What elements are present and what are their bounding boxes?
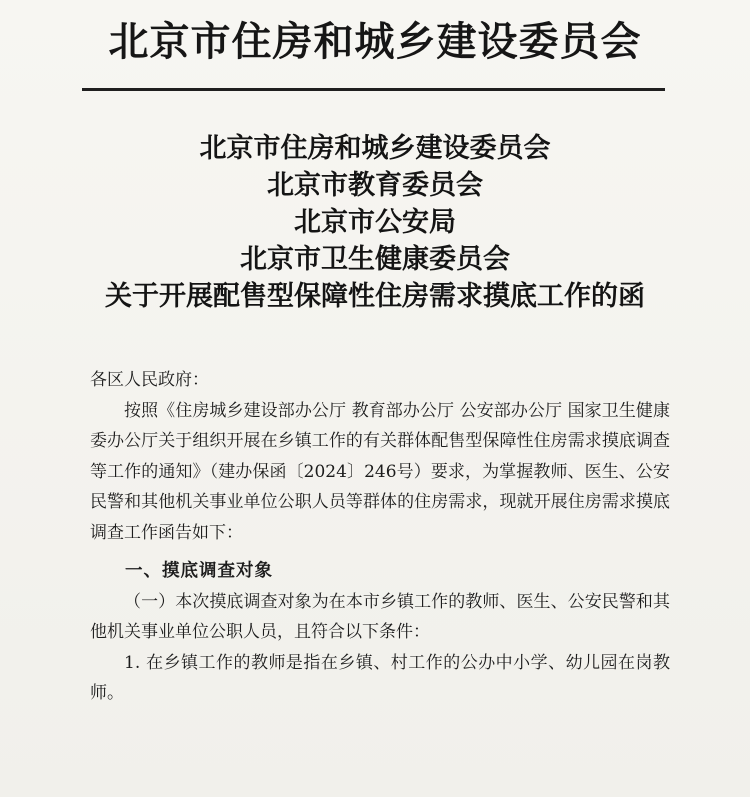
- title-line-health-commission: 北京市卫生健康委员会: [240, 244, 510, 275]
- title-line-education-commission: 北京市教育委员会: [267, 170, 483, 201]
- title-line-public-security-bureau: 北京市公安局: [294, 207, 456, 238]
- intro-paragraph: 按照《住房城乡建设部办公厅 教育部办公厅 公安部办公厅 国家卫生健康委办公厅关于组织开展在乡镇工作的有关群体配售型保障性住房需求摸底调查等工作的通知》（建办保函〔2024〕246号）要求，为掌握教师、医生、公安民警和其他机关事业单位公职人员等群体的住房需求，现就开展住房需求摸底调查工作函告如下：: [90, 400, 670, 543]
- document-title-block: [0, 130, 750, 315]
- section-heading-survey-targets: 一、摸底调查对象: [125, 561, 273, 581]
- salutation: 各区人民政府：: [90, 370, 209, 390]
- document-body: [90, 365, 670, 709]
- document-subject-title: 关于开展配售型保障性住房需求摸底工作的函: [105, 281, 645, 312]
- title-line-housing-commission: 北京市住房和城乡建设委员会: [199, 133, 551, 164]
- item-1-paragraph: （一）本次摸底调查对象为在本市乡镇工作的教师、医生、公安民警和其他机关事业单位公职人员，且符合以下条件：: [90, 591, 670, 642]
- letterhead-issuer: 北京市住房和城乡建设委员会: [108, 19, 642, 65]
- letterhead-divider: [82, 88, 665, 91]
- item-1-1-paragraph: 1. 在乡镇工作的教师是指在乡镇、村工作的公办中小学、幼儿园在岗教师。: [90, 652, 670, 703]
